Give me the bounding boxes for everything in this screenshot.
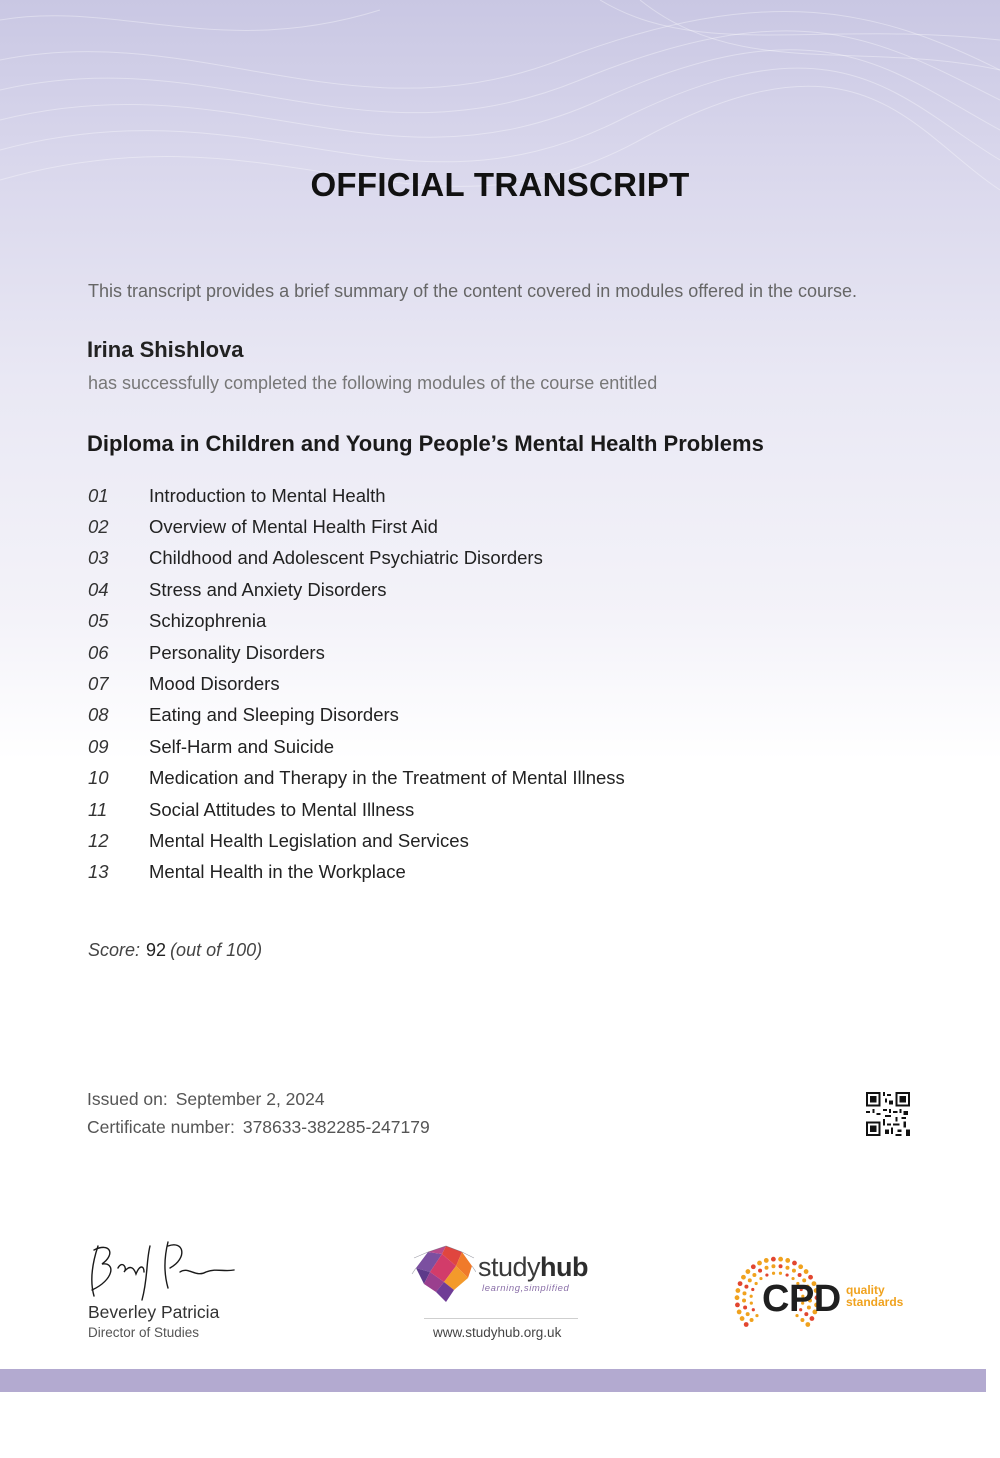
module-number: 02 <box>88 516 109 538</box>
module-number: 13 <box>88 861 109 883</box>
module-number: 05 <box>88 610 109 632</box>
module-title: Overview of Mental Health First Aid <box>149 516 438 538</box>
list-item <box>88 637 625 668</box>
list-item <box>88 825 625 856</box>
list-item <box>88 668 625 699</box>
list-item <box>88 700 625 731</box>
page-title: OFFICIAL TRANSCRIPT <box>310 166 690 203</box>
module-title: Mental Health in the Workplace <box>149 861 406 883</box>
signatory-role: Director of Studies <box>88 1325 200 1340</box>
module-number: 06 <box>88 641 109 663</box>
module-number: 04 <box>88 578 109 600</box>
course-title: Diploma in Children and Young People’s Mental Health Problems <box>87 431 764 456</box>
module-title: Mental Health Legislation and Services <box>149 829 469 851</box>
cpd-standards-label: standards <box>846 1295 904 1309</box>
issued-date: September 2, 2024 <box>175 1089 325 1109</box>
signatory-name: Beverley Patricia <box>88 1302 220 1322</box>
list-item <box>88 574 625 605</box>
cpd-quality-label: quality <box>846 1283 885 1297</box>
module-title: Self-Harm and Suicide <box>149 735 335 757</box>
studyhub-tagline: learning,simplified <box>482 1283 570 1294</box>
module-title: Eating and Sleeping Disorders <box>149 704 399 726</box>
divider <box>424 1318 578 1319</box>
score-label: Score: <box>88 940 141 960</box>
cpd-wordmark: CPD <box>762 1278 841 1320</box>
bottom-bar <box>0 1369 986 1392</box>
certificate-line <box>87 1117 430 1138</box>
module-title: Personality Disorders <box>149 641 325 663</box>
issued-line <box>87 1089 325 1110</box>
score-suffix: (out of 100) <box>170 940 263 960</box>
certificate-label: Certificate number: <box>87 1117 235 1137</box>
studyhub-url[interactable]: www.studyhub.org.uk <box>433 1325 562 1340</box>
certificate-number: 378633-382285-247179 <box>242 1117 430 1137</box>
module-number: 03 <box>88 547 109 569</box>
list-item <box>88 794 625 825</box>
module-number: 10 <box>88 767 109 789</box>
module-number: 12 <box>88 829 109 851</box>
issued-label: Issued on: <box>87 1089 168 1109</box>
module-title: Childhood and Adolescent Psychiatric Disorders <box>149 547 543 569</box>
studyhub-brain-logo <box>410 1244 476 1304</box>
studyhub-wordmark: studyhub <box>478 1252 589 1282</box>
module-number: 09 <box>88 735 109 757</box>
module-number: 11 <box>88 798 108 820</box>
intro-text: This transcript provides a brief summary of the content covered in modules offered in the course. <box>88 281 858 301</box>
module-title: Schizophrenia <box>149 610 267 632</box>
completed-text: has successfully completed the following modules of the course entitled <box>88 373 658 393</box>
module-title: Mood Disorders <box>149 673 280 695</box>
student-name: Irina Shishlova <box>87 337 244 362</box>
module-number: 01 <box>88 484 109 506</box>
qr-code-icon[interactable] <box>866 1092 910 1136</box>
module-list <box>88 480 625 888</box>
list-item <box>88 731 625 762</box>
list-item <box>88 543 625 574</box>
module-number: 07 <box>88 673 109 695</box>
score-line <box>88 940 262 961</box>
module-title: Introduction to Mental Health <box>149 484 386 506</box>
score-value: 92 <box>146 940 167 960</box>
list-item <box>88 511 625 542</box>
module-title: Stress and Anxiety Disorders <box>149 578 387 600</box>
list-item <box>88 857 625 888</box>
cpd-quality-standards <box>846 1284 903 1308</box>
list-item <box>88 763 625 794</box>
list-item <box>88 480 625 511</box>
module-title: Social Attitudes to Mental Illness <box>149 798 415 820</box>
module-number: 08 <box>88 704 109 726</box>
module-title: Medication and Therapy in the Treatment of Mental Illness <box>149 767 625 789</box>
list-item <box>88 606 625 637</box>
signature-image <box>84 1238 244 1302</box>
